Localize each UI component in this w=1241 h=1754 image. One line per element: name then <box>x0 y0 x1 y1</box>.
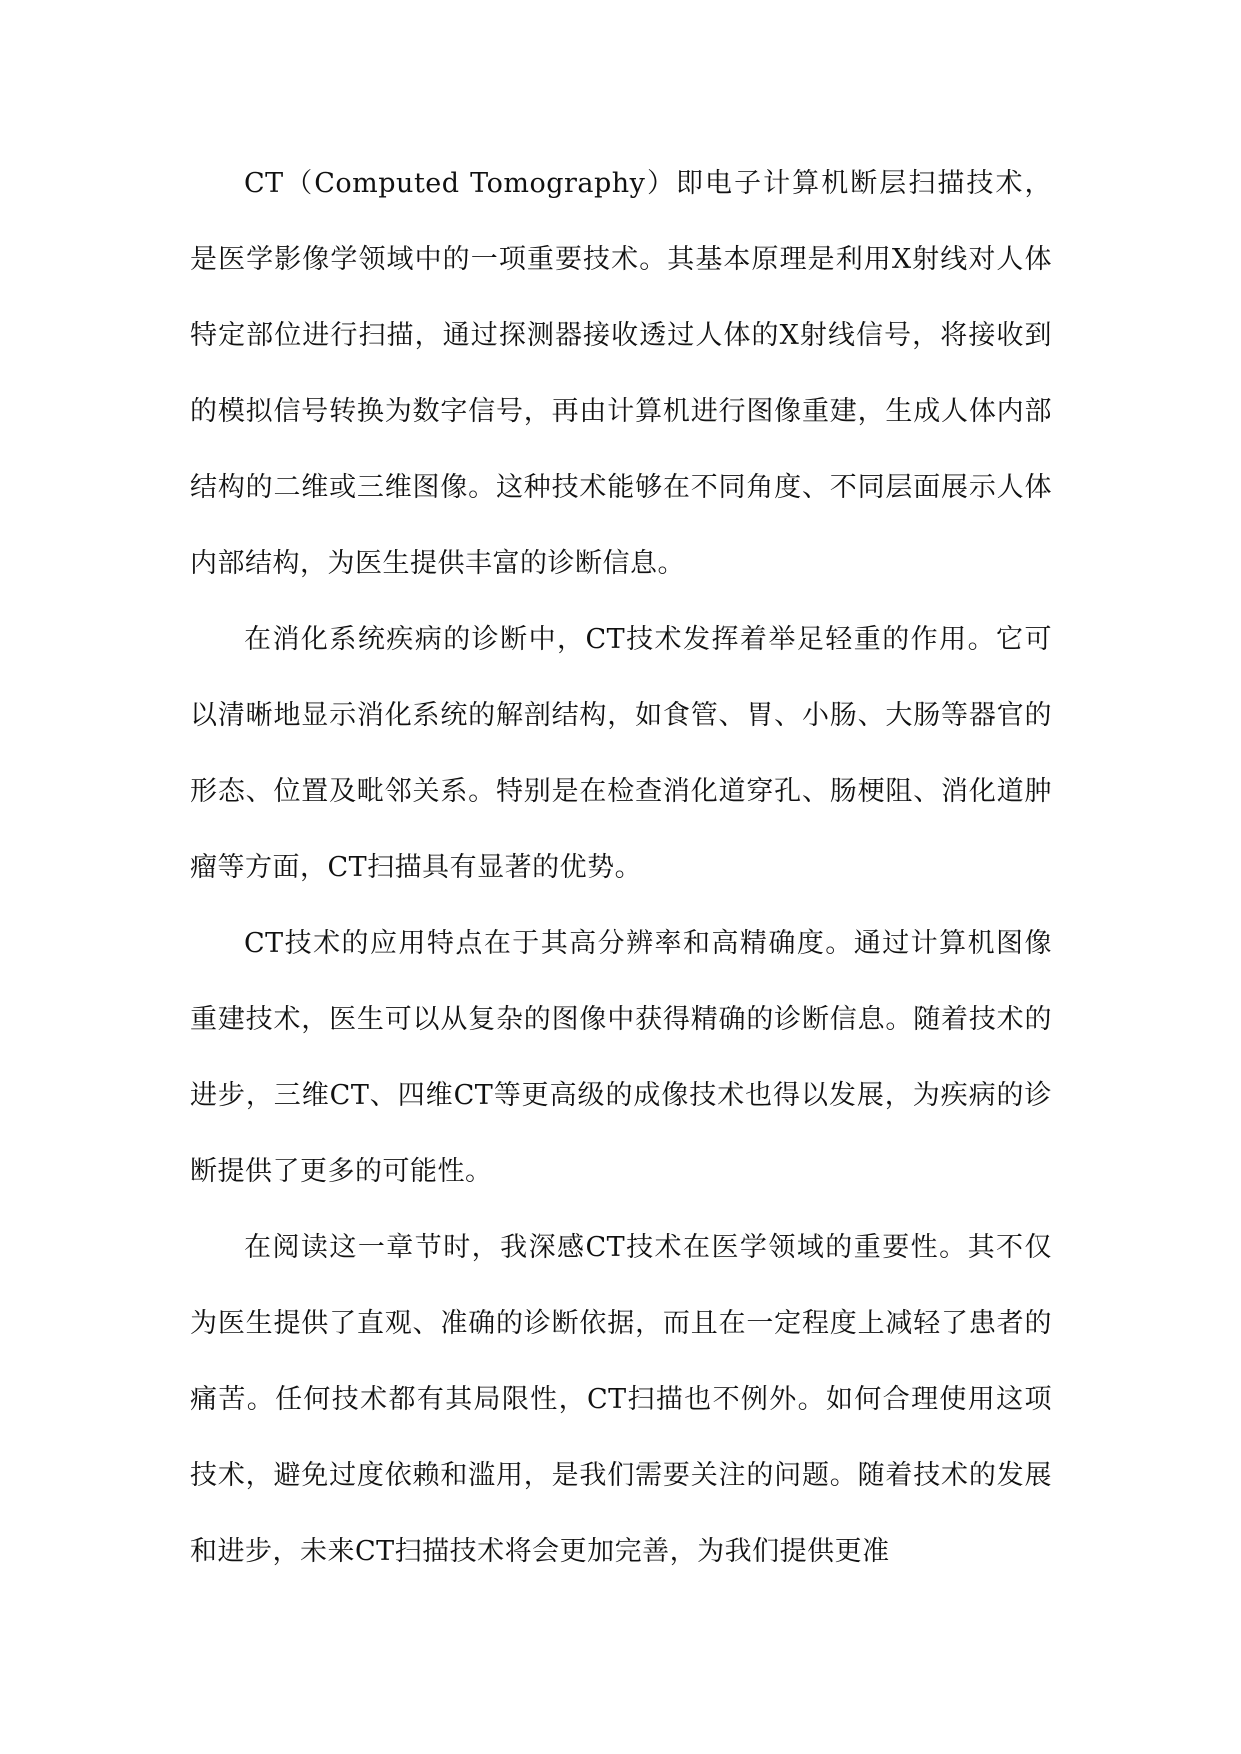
paragraph-ct-definition: CT（Computed Tomography）即电子计算机断层扫描技术，是医学影像学领域中的一项重要技术。其基本原理是利用X射线对人体特定部位进行扫描，通过探测器接收透过人体的X射线信号，将接收到的模拟信号转换为数字信号，再由计算机进行图像重建，生成人体内部结构的二维或三维图像。这种技术能够在不同角度、不同层面展示人体内部结构，为医生提供丰富的诊断信息。 <box>190 168 1052 579</box>
document-body <box>190 146 1052 1590</box>
paragraph-reading-reflection: 在阅读这一章节时，我深感CT技术在医学领域的重要性。其不仅为医生提供了直观、准确的诊断依据，而且在一定程度上减轻了患者的痛苦。任何技术都有其局限性，CT扫描也不例外。如何合理使用这项技术，避免过度依赖和滥用，是我们需要关注的问题。随着技术的发展和进步，未来CT扫描技术将会更加完善，为我们提供更准 <box>190 1232 1052 1567</box>
paragraph-application-features: CT技术的应用特点在于其高分辨率和高精确度。通过计算机图像重建技术，医生可以从复杂的图像中获得精确的诊断信息。随着技术的进步，三维CT、四维CT等更高级的成像技术也得以发展，为疾病的诊断提供了更多的可能性。 <box>190 928 1052 1187</box>
paragraph-digestive-diagnosis: 在消化系统疾病的诊断中，CT技术发挥着举足轻重的作用。它可以清晰地显示消化系统的解剖结构，如食管、胃、小肠、大肠等器官的形态、位置及毗邻关系。特别是在检查消化道穿孔、肠梗阻、消化道肿瘤等方面，CT扫描具有显著的优势。 <box>190 624 1052 883</box>
